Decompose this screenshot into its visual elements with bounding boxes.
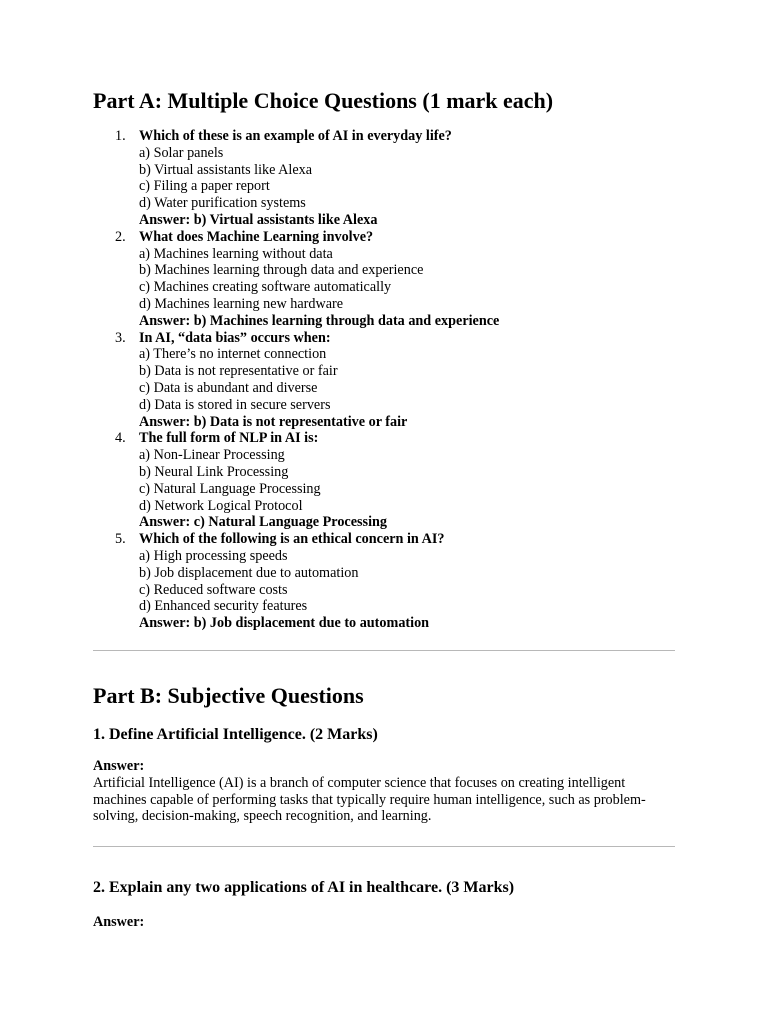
question-text: The full form of NLP in AI is: [139, 430, 319, 447]
question-item [93, 128, 675, 229]
correct-answer: Answer: c) Natural Language Processing [139, 514, 387, 531]
part-a-title: Part A: Multiple Choice Questions (1 mark each) [93, 88, 554, 113]
answer-option: a) High processing speeds [139, 547, 288, 564]
answer-option: c) Natural Language Processing [139, 480, 321, 497]
question-text: Which of these is an example of AI in everyday life? [139, 128, 452, 144]
answer-option: a) There’s no internet connection [139, 346, 327, 363]
question-item [93, 330, 675, 431]
answer-option: c) Reduced software costs [139, 581, 288, 598]
question-text: In AI, “data bias” occurs when: [139, 329, 331, 346]
answer-option: a) Machines learning without data [139, 245, 333, 262]
answer-option: d) Water purification systems [139, 195, 306, 212]
question-text: What does Machine Learning involve? [139, 228, 374, 245]
section-divider [93, 846, 675, 847]
answer-option: b) Machines learning through data and experience [139, 262, 424, 279]
answer-label: Answer: [93, 914, 145, 930]
question-number: 5. [115, 531, 126, 548]
answer-label: Answer: [93, 758, 145, 774]
question-number: 1. [115, 128, 126, 144]
answer-option: b) Data is not representative or fair [139, 363, 338, 380]
answer-option: c) Filing a paper report [139, 178, 270, 195]
mcq-list [93, 128, 675, 632]
part-b-title: Part B: Subjective Questions [93, 683, 364, 708]
answer-text: Artificial Intelligence (AI) is a branch of computer science that focuses on creating intelligent machines capable of performing tasks that typically require human intelligence, such as problem-solving, decision-making, speech recognition, and learning. [93, 774, 646, 825]
section-divider [93, 650, 675, 651]
answer-option: d) Enhanced security features [139, 598, 308, 615]
subjective-question-1: 1. Define Artificial Intelligence. (2 Marks) [93, 726, 378, 743]
correct-answer: Answer: b) Machines learning through data and experience [139, 312, 500, 329]
answer-option: d) Machines learning new hardware [139, 295, 344, 312]
answer-option: b) Neural Link Processing [139, 463, 289, 480]
subjective-question-2: 2. Explain any two applications of AI in healthcare. (3 Marks) [93, 879, 515, 896]
question-number: 2. [115, 228, 126, 245]
answer-option: a) Solar panels [139, 144, 224, 161]
part-b-section [93, 681, 675, 825]
correct-answer: Answer: b) Virtual assistants like Alexa [139, 211, 378, 228]
answer-option: a) Non-Linear Processing [139, 447, 285, 464]
correct-answer: Answer: b) Data is not representative or fair [139, 413, 408, 430]
subjective-question-2-block [93, 878, 675, 931]
question-item [93, 430, 675, 531]
question-text: Which of the following is an ethical concern in AI? [139, 531, 445, 548]
answer-option: b) Job displacement due to automation [139, 564, 359, 581]
question-number: 3. [115, 329, 126, 346]
part-a-section [93, 86, 675, 632]
answer-option: d) Data is stored in secure servers [139, 396, 331, 413]
question-item [93, 229, 675, 330]
answer-option: c) Data is abundant and diverse [139, 379, 318, 396]
answer-option: c) Machines creating software automatically [139, 279, 392, 296]
question-number: 4. [115, 430, 126, 447]
question-item [93, 531, 675, 632]
correct-answer: Answer: b) Job displacement due to automation [139, 615, 430, 632]
answer-option: b) Virtual assistants like Alexa [139, 161, 313, 178]
answer-option: d) Network Logical Protocol [139, 497, 303, 514]
